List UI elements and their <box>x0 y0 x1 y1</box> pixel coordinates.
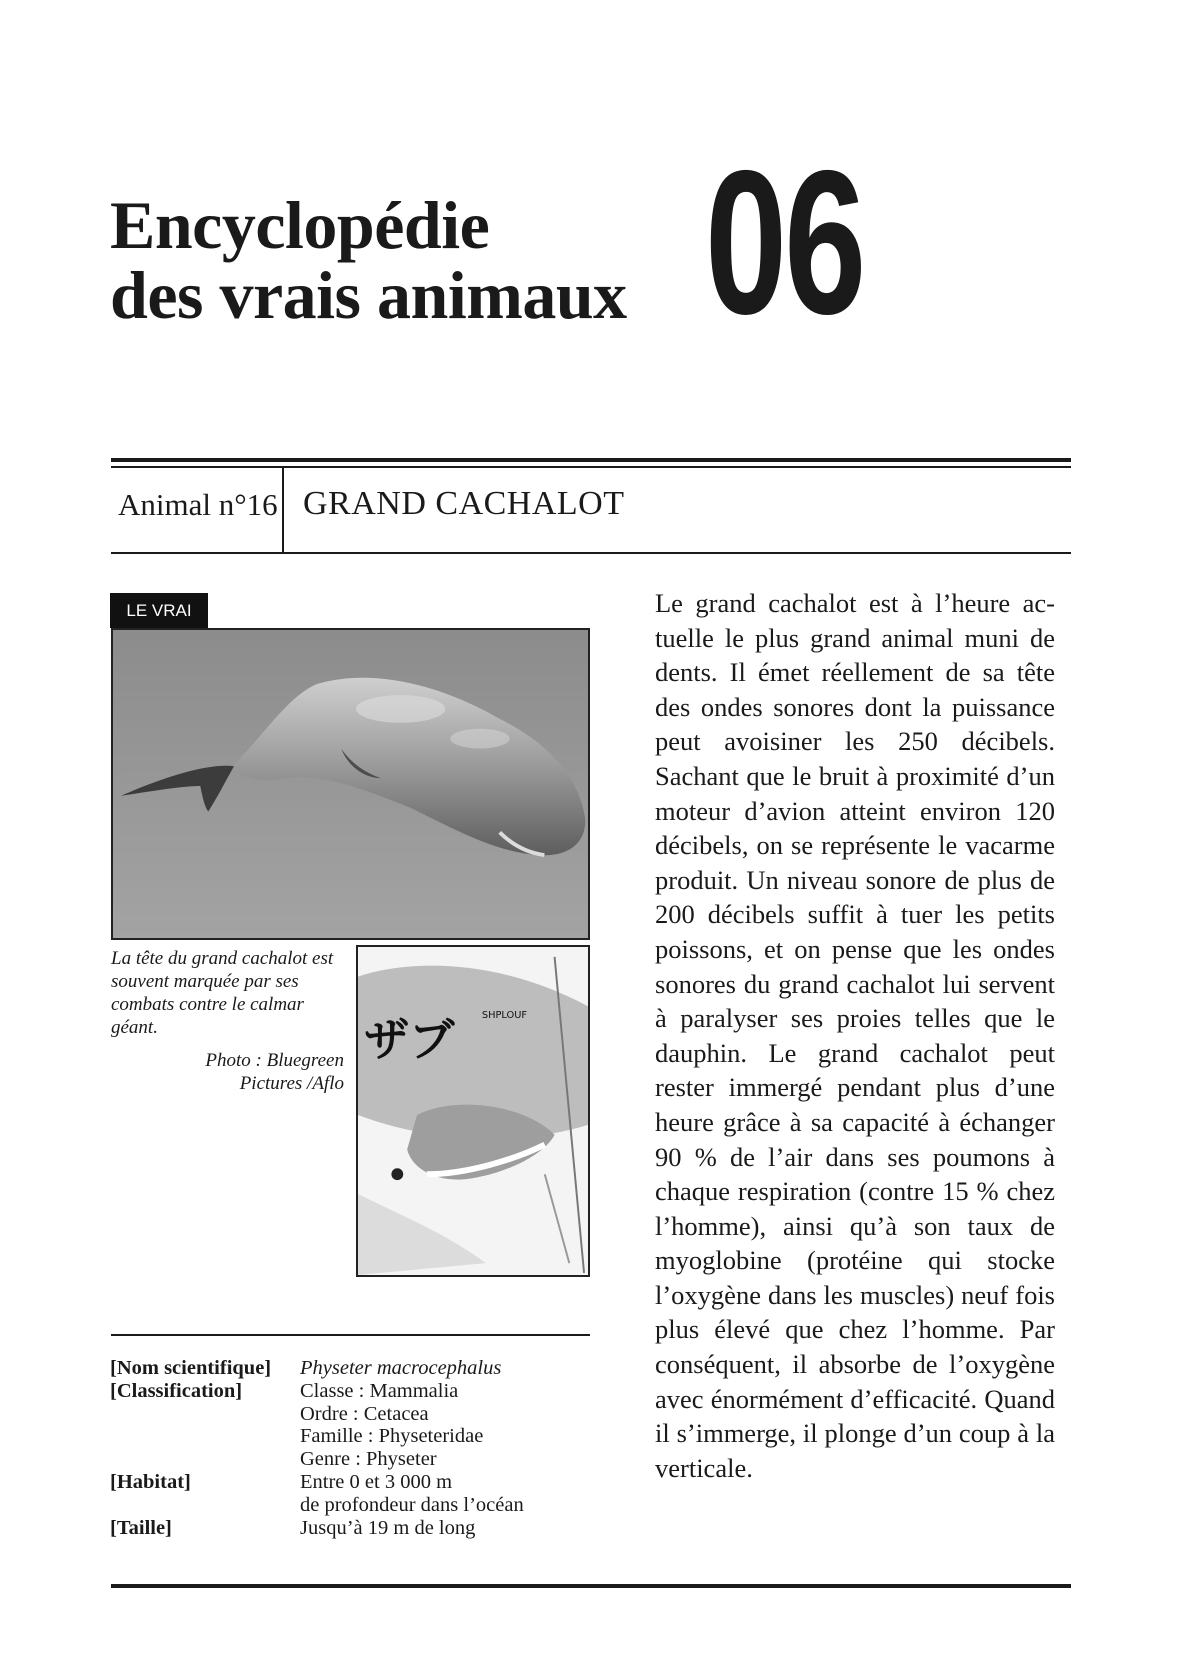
fact-values <box>300 1380 610 1471</box>
credit-line-2: Pictures /Aflo <box>239 1073 344 1094</box>
header-bottom-rule <box>111 552 1071 554</box>
credit-line-1: Photo : Bluegreen <box>205 1050 344 1071</box>
description-text: Le grand cachalot est à l’heure actuelle le plus grand animal muni de dents. Il émet réellement de sa tête des ondes sonores dont la puissance peut avoisiner les 250 décibels. Sachant que le bruit à proximité d’un moteur d’avion atteint environ 120 décibels, on se représente le vacarme produit. Un niveau sonore de plus de 200 décibels suffit à tuer les petits poissons, et on pense que les ondes sonores du grand cachalot lui servent à paralyser ses proies telles que le dauphin. Le grand cachalot peut rester immergé pendant plus d’une heure grâce à sa capacité à échanger 90 % de l’air dans ses poumons à chaque respiration (contre 15 % chez l’homme), ainsi qu’à son taux de myoglobine (protéine qui stocke l’oxygène dans les muscles) neuf fois plus élevé que chez l’homme. Par conséquent, il absorbe de l’oxygène avec énormément d’efficacité. Quand il s’immerge, il plonge d’un coup à la verticale. <box>655 588 1055 1483</box>
le-vrai-tag: LE VRAI <box>110 593 208 628</box>
fact-value: Classe : Mammalia <box>300 1379 459 1402</box>
fact-scientific-name <box>110 1357 610 1380</box>
manga-panel <box>356 945 590 1277</box>
fact-value: Ordre : Cetacea <box>300 1402 429 1425</box>
fact-value: Entre 0 et 3 000 m <box>300 1470 453 1493</box>
fact-values <box>300 1471 610 1517</box>
fact-habitat <box>110 1471 610 1517</box>
fact-value: Jusqu’à 19 m de long <box>300 1516 476 1539</box>
fact-value: Genre : Physeter <box>300 1448 437 1471</box>
bottom-rule <box>111 1584 1071 1588</box>
facts-top-rule <box>111 1334 590 1336</box>
animal-name: GRAND CACHALOT <box>303 485 625 522</box>
volume-number: 06 <box>705 128 864 357</box>
title-line-2: des vrais animaux <box>110 257 627 333</box>
fact-value: de profondeur dans l’océan <box>300 1493 524 1516</box>
fact-label: [Taille] <box>110 1516 172 1539</box>
fact-classification <box>110 1380 610 1471</box>
fact-label: [Nom scientifique] <box>110 1357 272 1379</box>
manga-sfx-jp: ザブ <box>363 1013 455 1067</box>
facts-table <box>110 1357 610 1539</box>
title-line-1: Encyclopédie <box>110 187 490 263</box>
fact-size <box>110 1517 610 1540</box>
page-title <box>110 187 627 333</box>
manga-sfx-fr: SHPLOUF <box>481 1010 528 1022</box>
fact-value: Physeter macrocephalus <box>300 1357 502 1379</box>
whale-photo <box>111 628 590 940</box>
fact-label: [Habitat] <box>110 1470 191 1493</box>
fact-value: Famille : Physeteridae <box>300 1425 484 1448</box>
fact-label: [Classification] <box>110 1379 243 1402</box>
caption-text: La tête du grand cachalot est souvent marquée par ses combats contre le calmar géant. <box>111 948 334 1038</box>
header-divider <box>282 468 284 553</box>
photo-credit <box>111 1049 346 1095</box>
photo-caption <box>111 947 346 1095</box>
top-rule-thin <box>111 466 1071 468</box>
top-rule-thick <box>111 458 1071 462</box>
animal-number: Animal n°16 <box>118 487 278 522</box>
